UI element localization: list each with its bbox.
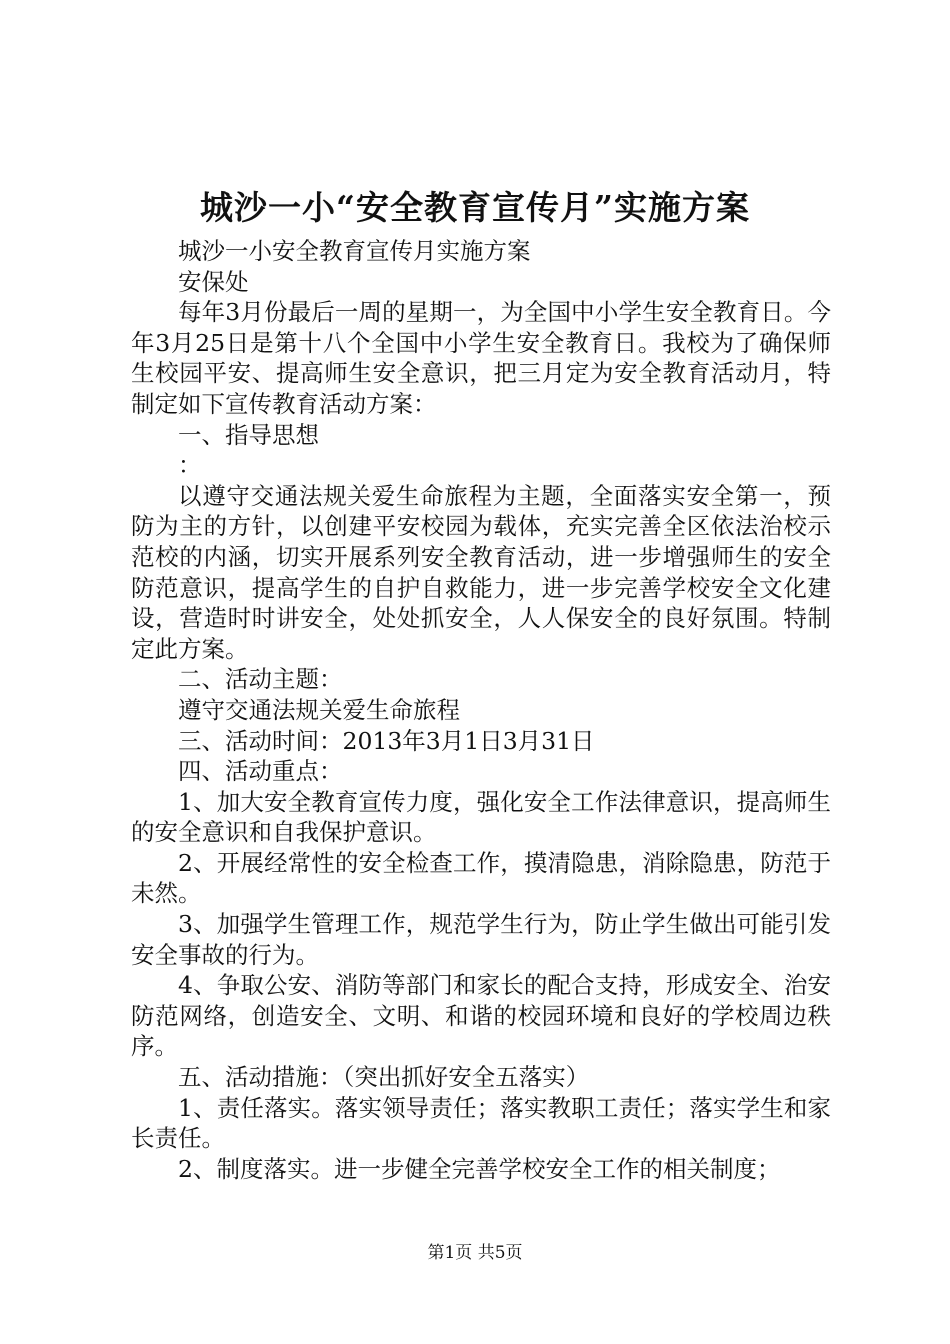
document-body — [131, 236, 831, 1184]
list-item-focus-3: 3、加强学生管理工作，规范学生行为，防止学生做出可能引发安全事故的行为。 — [131, 910, 831, 969]
document-title: 城沙一小“安全教育宣传月”实施方案 — [200, 188, 750, 227]
heading-activity-time: 三、活动时间：2013年3月1日3月31日 — [178, 726, 595, 755]
paragraph-department: 安保处 — [178, 267, 249, 296]
paragraph-theme-body: 遵守交通法规关爱生命旅程 — [178, 695, 460, 724]
paragraph-ideology-body: 以遵守交通法规关爱生命旅程为主题，全面落实安全第一，预防为主的方针，以创建平安校园为载体，充实完善全区依法治校示范校的内涵，切实开展系列安全教育活动，进一步增强师生的安全防范意识，提高学生的自护自救能力，进一步完善学校安全文化建设，营造时时讲安全，处处抓安全，人人保安全的良好氛围。特制定此方案。 — [131, 481, 831, 663]
list-item-focus-2: 2、开展经常性的安全检查工作，摸清隐患，消除隐患，防范于未然。 — [131, 848, 831, 908]
paragraph-subtitle: 城沙一小安全教育宣传月实施方案 — [178, 237, 531, 265]
heading-activity-measures: 五、活动措施：（突出抓好安全五落实） — [178, 1063, 590, 1092]
list-item-measure-1: 1、责任落实。落实领导责任；落实教职工责任；落实学生和家长责任。 — [131, 1093, 831, 1153]
paragraph-colon: ： — [178, 451, 202, 480]
list-item-focus-1: 1、加大安全教育宣传力度，强化安全工作法律意识，提高师生的安全意识和自我保护意识。 — [131, 787, 831, 847]
list-item-measure-2: 2、制度落实。进一步健全完善学校安全工作的相关制度； — [178, 1154, 781, 1183]
list-item-focus-4: 4、争取公安、消防等部门和家长的配合支持，形成安全、治安防范网络，创造安全、文明、和谐的校园环境和良好的学校周边秩序。 — [131, 971, 831, 1061]
heading-activity-theme: 二、活动主题： — [178, 665, 343, 694]
heading-guiding-ideology: 一、指导思想 — [178, 420, 319, 449]
paragraph-intro: 每年3月份最后一周的星期一，为全国中小学生安全教育日。今年3月25日是第十八个全国中小学生安全教育日。我校为了确保师生校园平安、提高师生安全意识，把三月定为安全教育活动月，特制定如下宣传教育活动方案： — [131, 298, 831, 418]
heading-activity-focus: 四、活动重点： — [178, 757, 343, 786]
page-footer: 第1页 共5页 — [427, 1243, 523, 1263]
